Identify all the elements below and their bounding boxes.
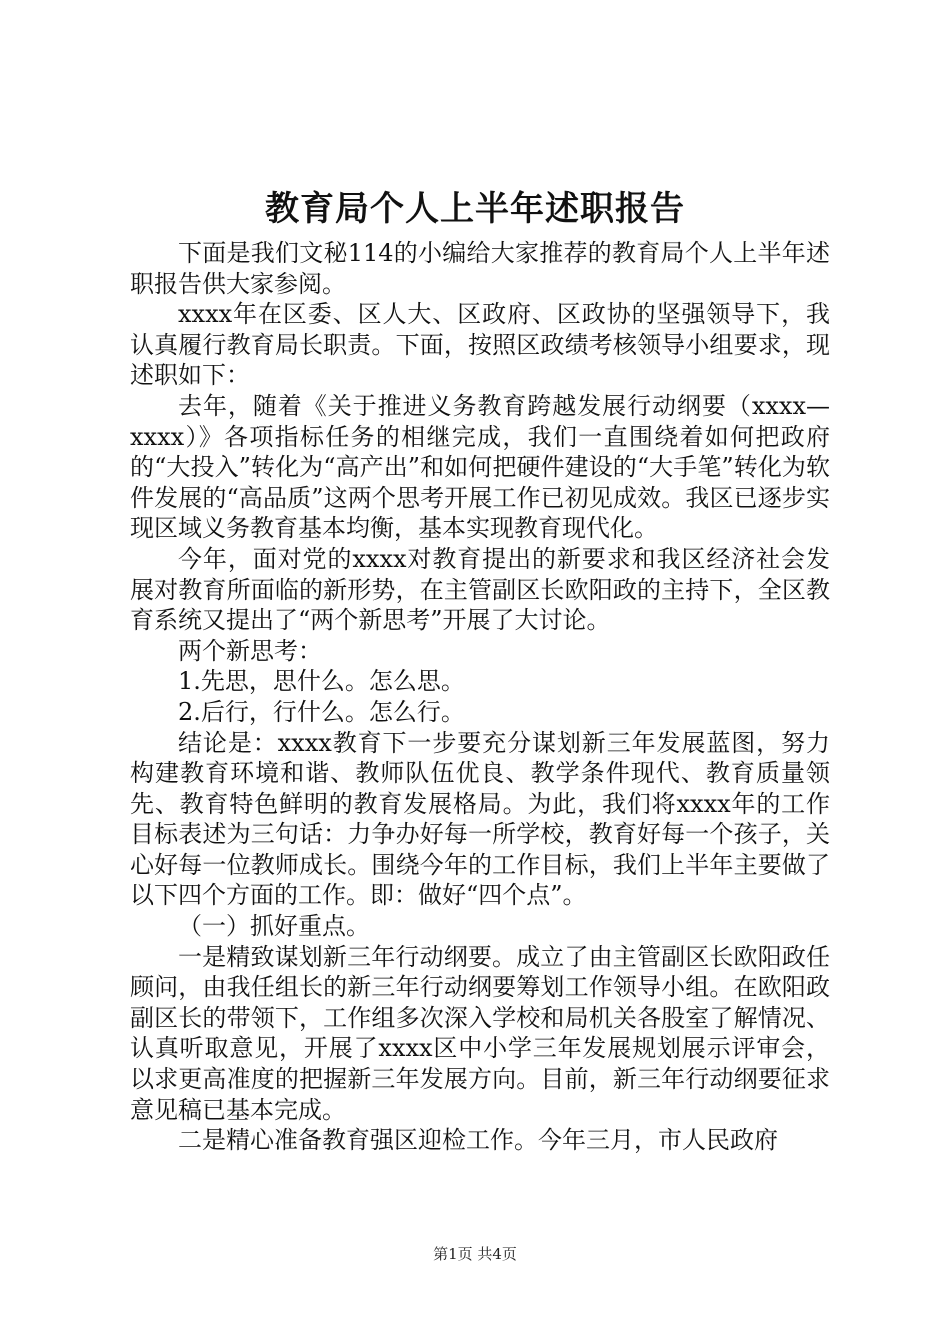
section-heading-1: （一）抓好重点。 <box>178 912 370 941</box>
page-footer: 第1页 共4页 <box>433 1245 517 1263</box>
document-body <box>130 238 830 1156</box>
paragraph-two-thoughts-heading: 两个新思考： <box>178 636 322 665</box>
paragraph-this-year: 今年，面对党的xxxx对教育提出的新要求和我区经济社会发展对教育所面临的新形势，在主管副区长欧阳政的主持下，全区教育系统又提出了“两个新思考”开展了大讨论。 <box>130 544 830 635</box>
paragraph-thought-1: 1.先思，思什么。怎么思。 <box>178 667 465 696</box>
paragraph-inspection: 二是精心准备教育强区迎检工作。今年三月，市人民政府 <box>178 1126 778 1155</box>
paragraph-last-year: 去年，随着《关于推进义务教育跨越发展行动纲要（xxxx—xxxx）》各项指标任务的相继完成，我们一直围绕着如何把政府的“大投入”转化为“高产出”和如何把硬件建设的“大手笔”转化为软件发展的“高品质”这两个思考开展工作已初见成效。我区已逐步实现区域义务教育基本均衡，基本实现教育现代化。 <box>130 391 830 543</box>
paragraph-thought-2: 2.后行，行什么。怎么行。 <box>178 697 465 726</box>
paragraph-intro: 下面是我们文秘114的小编给大家推荐的教育局个人上半年述职报告供大家参阅。 <box>130 239 830 298</box>
paragraph-conclusion: 结论是：xxxx教育下一步要充分谋划新三年发展蓝图，努力构建教育环境和谐、教师队伍优良、教学条件现代、教育质量领先、教育特色鲜明的教育发展格局。为此，我们将xxxx年的工作目标表述为三句话：力争办好每一所学校，教育好每一个孩子，关心好每一位教师成长。围绕今年的工作目标，我们上半年主要做了以下四个方面的工作。即：做好“四个点”。 <box>130 728 830 910</box>
paragraph-opening: xxxx年在区委、区人大、区政府、区政协的坚强领导下，我认真履行教育局长职责。下面，按照区政绩考核领导小组要求，现述职如下： <box>130 300 830 390</box>
paragraph-plan: 一是精致谋划新三年行动纲要。成立了由主管副区长欧阳政任顾问，由我任组长的新三年行动纲要筹划工作领导小组。在欧阳政副区长的带领下，工作组多次深入学校和局机关各股室了解情况、认真听取意见，开展了xxxx区中小学三年发展规划展示评审会，以求更高准度的把握新三年发展方向。目前，新三年行动纲要征求意见稿已基本完成。 <box>130 942 830 1124</box>
document-title: 教育局个人上半年述职报告 <box>265 189 685 229</box>
